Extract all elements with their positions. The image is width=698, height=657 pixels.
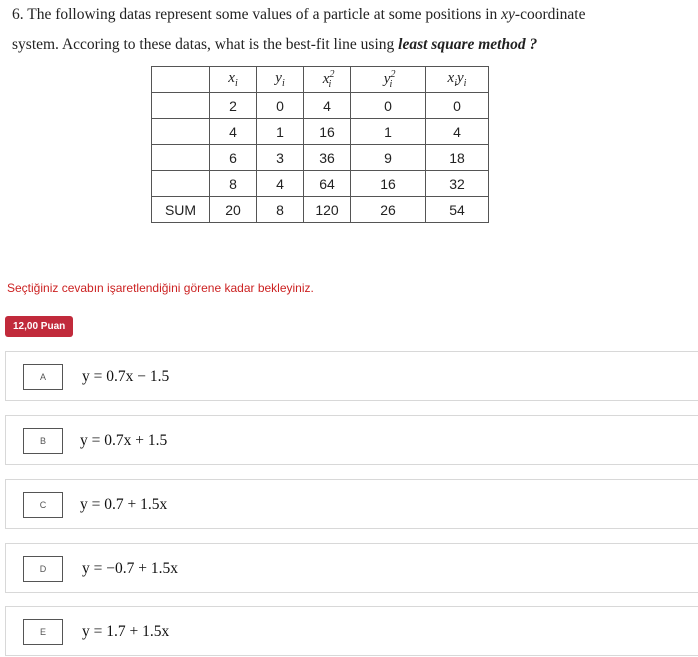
table-row: 4 1 16 1 4 [152,119,489,145]
option-formula: y = 1.7 + 1.5x [82,623,170,640]
table-row: 2 0 4 0 0 [152,93,489,119]
option-d[interactable] [5,543,698,593]
option-letter-box[interactable]: D [23,556,63,582]
option-formula: y = −0.7 + 1.5x [82,560,178,577]
table-row: 8 4 64 16 32 [152,171,489,197]
option-formula: y = 0.7 + 1.5x [80,496,168,513]
table-header-yi: $y_i$ [257,67,304,93]
table-header-empty [152,67,210,93]
option-c[interactable] [5,479,698,529]
table-header-xi: $x_i$ [210,67,257,93]
option-a[interactable] [5,351,698,401]
question-line-1: 6. The following datas represent some values of a particle at some positions in xy-coordinate [12,6,586,23]
table-sum-row: SUM 20 8 120 26 54 [152,197,489,223]
table-header-yi2: $y^2_i$ [351,67,426,93]
option-letter-box[interactable]: B [23,428,63,454]
option-formula: y = 0.7x − 1.5 [82,368,170,385]
option-e[interactable] [5,606,698,656]
table-header-row [152,67,489,93]
question-line-2: system. Accoring to these datas, what is the best-fit line using least square method ? [12,36,538,53]
option-b[interactable] [5,415,698,465]
points-badge: 12,00 Puan [5,316,73,337]
table-header-xi2: $x^2_i$ [304,67,351,93]
question-text [12,0,692,60]
option-letter-box[interactable]: C [23,492,63,518]
table-header-xiyi: $x_iy_i$ [426,67,489,93]
data-table [151,66,489,223]
option-letter-box[interactable]: A [23,364,63,390]
wait-notice: Seçtiğiniz cevabın işaretlendiğini görene kadar bekleyiniz. [7,281,314,295]
option-formula: y = 0.7x + 1.5 [80,432,168,449]
option-letter-box[interactable]: E [23,619,63,645]
table-row: 6 3 36 9 18 [152,145,489,171]
